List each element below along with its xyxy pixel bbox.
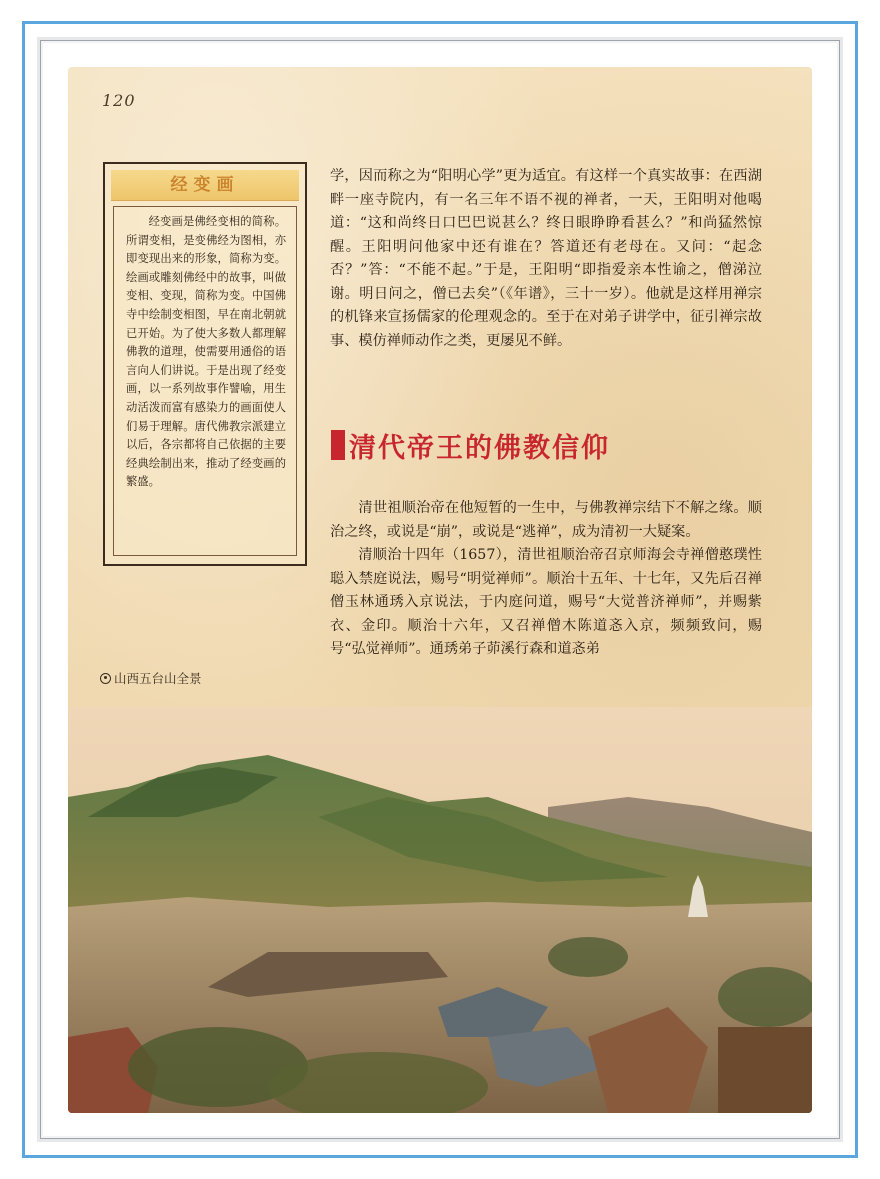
heading-marker	[331, 430, 345, 460]
article-paragraph-text: 学，因而称之为“阳明心学”更为适宜。有这样一个真实故事：在西湖畔一座寺院内，有一名三年不语不视的禅者，一天，王阳明对他喝道：“这和尚终日口巴巴说甚么？终日眼睁睁看甚么？”和尚猛然惊醒。王阳明问他家中还有谁在？答道还有老母在。又问：“起念否？”答：“不能不起。”于是，王阳明“即指爱亲本性谕之，僧涕泣谢。明日问之，僧已去矣”（《年谱》，三十一岁）。他就是这样用禅宗的机锋来宣扬儒家的伦理观念的。至于在对弟子讲学中，征引禅宗故事、模仿禅师动作之类，更屡见不鲜。	[330, 168, 762, 349]
article-paragraph-2: 清世祖顺治帝在他短暂的一生中，与佛教禅宗结下不解之缘。顺治之终，或说是“崩”，或说是“逃禅”，成为清初一大疑案。	[330, 500, 762, 540]
panorama-illustration	[68, 707, 812, 1113]
article-paragraph-3: 清顺治十四年（1657），清世祖顺治帝召京师海会寺禅僧憨璞性聪入禁庭说法，赐号“明觉禅师”。顺治十五年、十七年，又先后召禅僧玉林通琇入京说法，于内庭问道，赐号“大觉普济禅师”，并赐紫衣、金印。顺治十六年，又召禅僧木陈道忞入京，频频致问，赐号“弘觉禅师”。通琇弟子茆溪行森和道忞弟	[330, 547, 762, 657]
sidebar-box	[103, 162, 307, 566]
book-page	[68, 67, 812, 1113]
section-heading-text: 清代帝王的佛教信仰	[349, 432, 610, 464]
photo-caption-text: 山西五台山全景	[114, 671, 202, 686]
article-paragraphs-section	[330, 497, 762, 662]
circle-dot-icon	[100, 673, 111, 684]
sidebar-title-banner	[111, 170, 299, 201]
article-paragraph-1	[330, 165, 762, 353]
photo-caption	[100, 669, 202, 687]
page-number: 120	[102, 91, 136, 110]
section-heading	[331, 425, 610, 465]
sidebar-body-text: 经变画是佛经变相的简称。所谓变相，是变佛经为图相，亦即变现出来的形象，简称为变。绘画或雕刻佛经中的故事，叫做变相、变现，简称为变。中国佛寺中绘制变相图，早在南北朝就已开始。为了使大多数人都理解佛教的道理，使需要用通俗的语言向人们讲说。于是出现了经变画，以一系列故事作譬喻，用生动活泼而富有感染力的画面使人们易于理解。唐代佛教宗派建立以后，各宗都将自己依据的主要经典绘制出来，推动了经变画的繁盛。	[113, 206, 297, 556]
sidebar-title: 经变画	[170, 175, 240, 195]
wutaishan-panorama-photo	[68, 707, 812, 1113]
